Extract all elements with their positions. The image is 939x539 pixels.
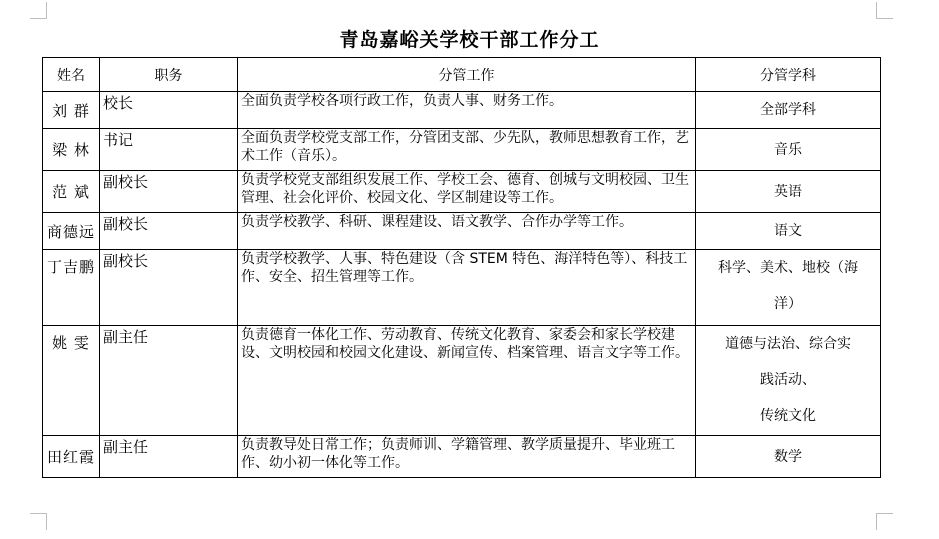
cell-subjects [696, 213, 881, 250]
page-corner-mark-top-right [876, 2, 893, 19]
cell-post: 副主任 [100, 326, 238, 436]
header-post: 职务 [100, 58, 238, 92]
cell-subjects [696, 129, 881, 171]
cell-subjects [696, 92, 881, 129]
cell-duty: 负责德育一体化工作、劳动教育、传统文化教育、家委会和家长学校建设、文明校园和校园文化建设、新闻宣传、档案管理、语言文字等工作。 [238, 326, 696, 436]
cell-name: 丁吉鹏 [43, 250, 100, 326]
table-row [43, 129, 881, 171]
cell-duty: 负责教导处日常工作；负责师训、学籍管理、教学质量提升、毕业班工作、幼小初一体化等工作。 [238, 436, 696, 478]
cell-duty: 负责学校教学、科研、课程建设、语文教学、合作办学等工作。 [238, 213, 696, 250]
cell-subjects [696, 250, 881, 326]
table-row [43, 213, 881, 250]
cell-name: 梁 林 [43, 129, 100, 171]
cell-name: 田红霞 [43, 436, 100, 478]
staff-duty-table [42, 57, 881, 478]
header-name: 姓名 [43, 58, 100, 92]
header-duty: 分管工作 [238, 58, 696, 92]
subject-line: 传统文化 [760, 408, 816, 424]
subject-line: 科学、美术、地校（海 [718, 260, 858, 276]
page-corner-mark-bottom-right [876, 513, 893, 530]
subject-line: 语文 [774, 223, 802, 239]
document-title: 青岛嘉峪关学校干部工作分工 [339, 29, 600, 51]
table-row [43, 436, 881, 478]
cell-name: 刘 群 [43, 92, 100, 129]
subject-line: 数学 [774, 448, 802, 465]
subject-line: 音乐 [774, 141, 802, 158]
page-corner-mark-bottom-left [30, 513, 47, 530]
cell-post: 副校长 [100, 213, 238, 250]
table-row [43, 250, 881, 326]
cell-subjects [696, 436, 881, 478]
cell-duty: 全面负责学校各项行政工作，负责人事、财务工作。 [238, 92, 696, 129]
subject-line: 英语 [774, 183, 802, 200]
subject-line: 全部学科 [760, 102, 816, 118]
cell-post: 校长 [100, 92, 238, 129]
cell-post: 副校长 [100, 171, 238, 213]
cell-duty: 负责学校教学、人事、特色建设（含 STEM 特色、海洋特色等）、科技工作、安全、招生管理等工作。 [238, 250, 696, 326]
cell-subjects [696, 171, 881, 213]
table-row [43, 92, 881, 129]
cell-duty: 负责学校党支部组织发展工作、学校工会、德育、创城与文明校园、卫生管理、社会化评价、校园文化、学区制建设等工作。 [238, 171, 696, 213]
subject-line: 道德与法治、综合实 [725, 336, 851, 352]
page-corner-mark-top-left [30, 2, 47, 19]
cell-name: 范 斌 [43, 171, 100, 213]
table-row [43, 171, 881, 213]
cell-post: 副主任 [100, 436, 238, 478]
table-header-row [43, 58, 881, 92]
header-subjects: 分管学科 [696, 58, 881, 92]
subject-line: 洋） [774, 296, 802, 312]
cell-subjects [696, 326, 881, 436]
cell-name: 商德远 [43, 213, 100, 250]
cell-duty: 全面负责学校党支部工作，分管团支部、少先队，教师思想教育工作，艺术工作（音乐）。 [238, 129, 696, 171]
subject-line: 践活动、 [760, 372, 816, 388]
cell-post: 副校长 [100, 250, 238, 326]
table-row [43, 326, 881, 436]
cell-name: 姚 雯 [43, 326, 100, 436]
cell-post: 书记 [100, 129, 238, 171]
